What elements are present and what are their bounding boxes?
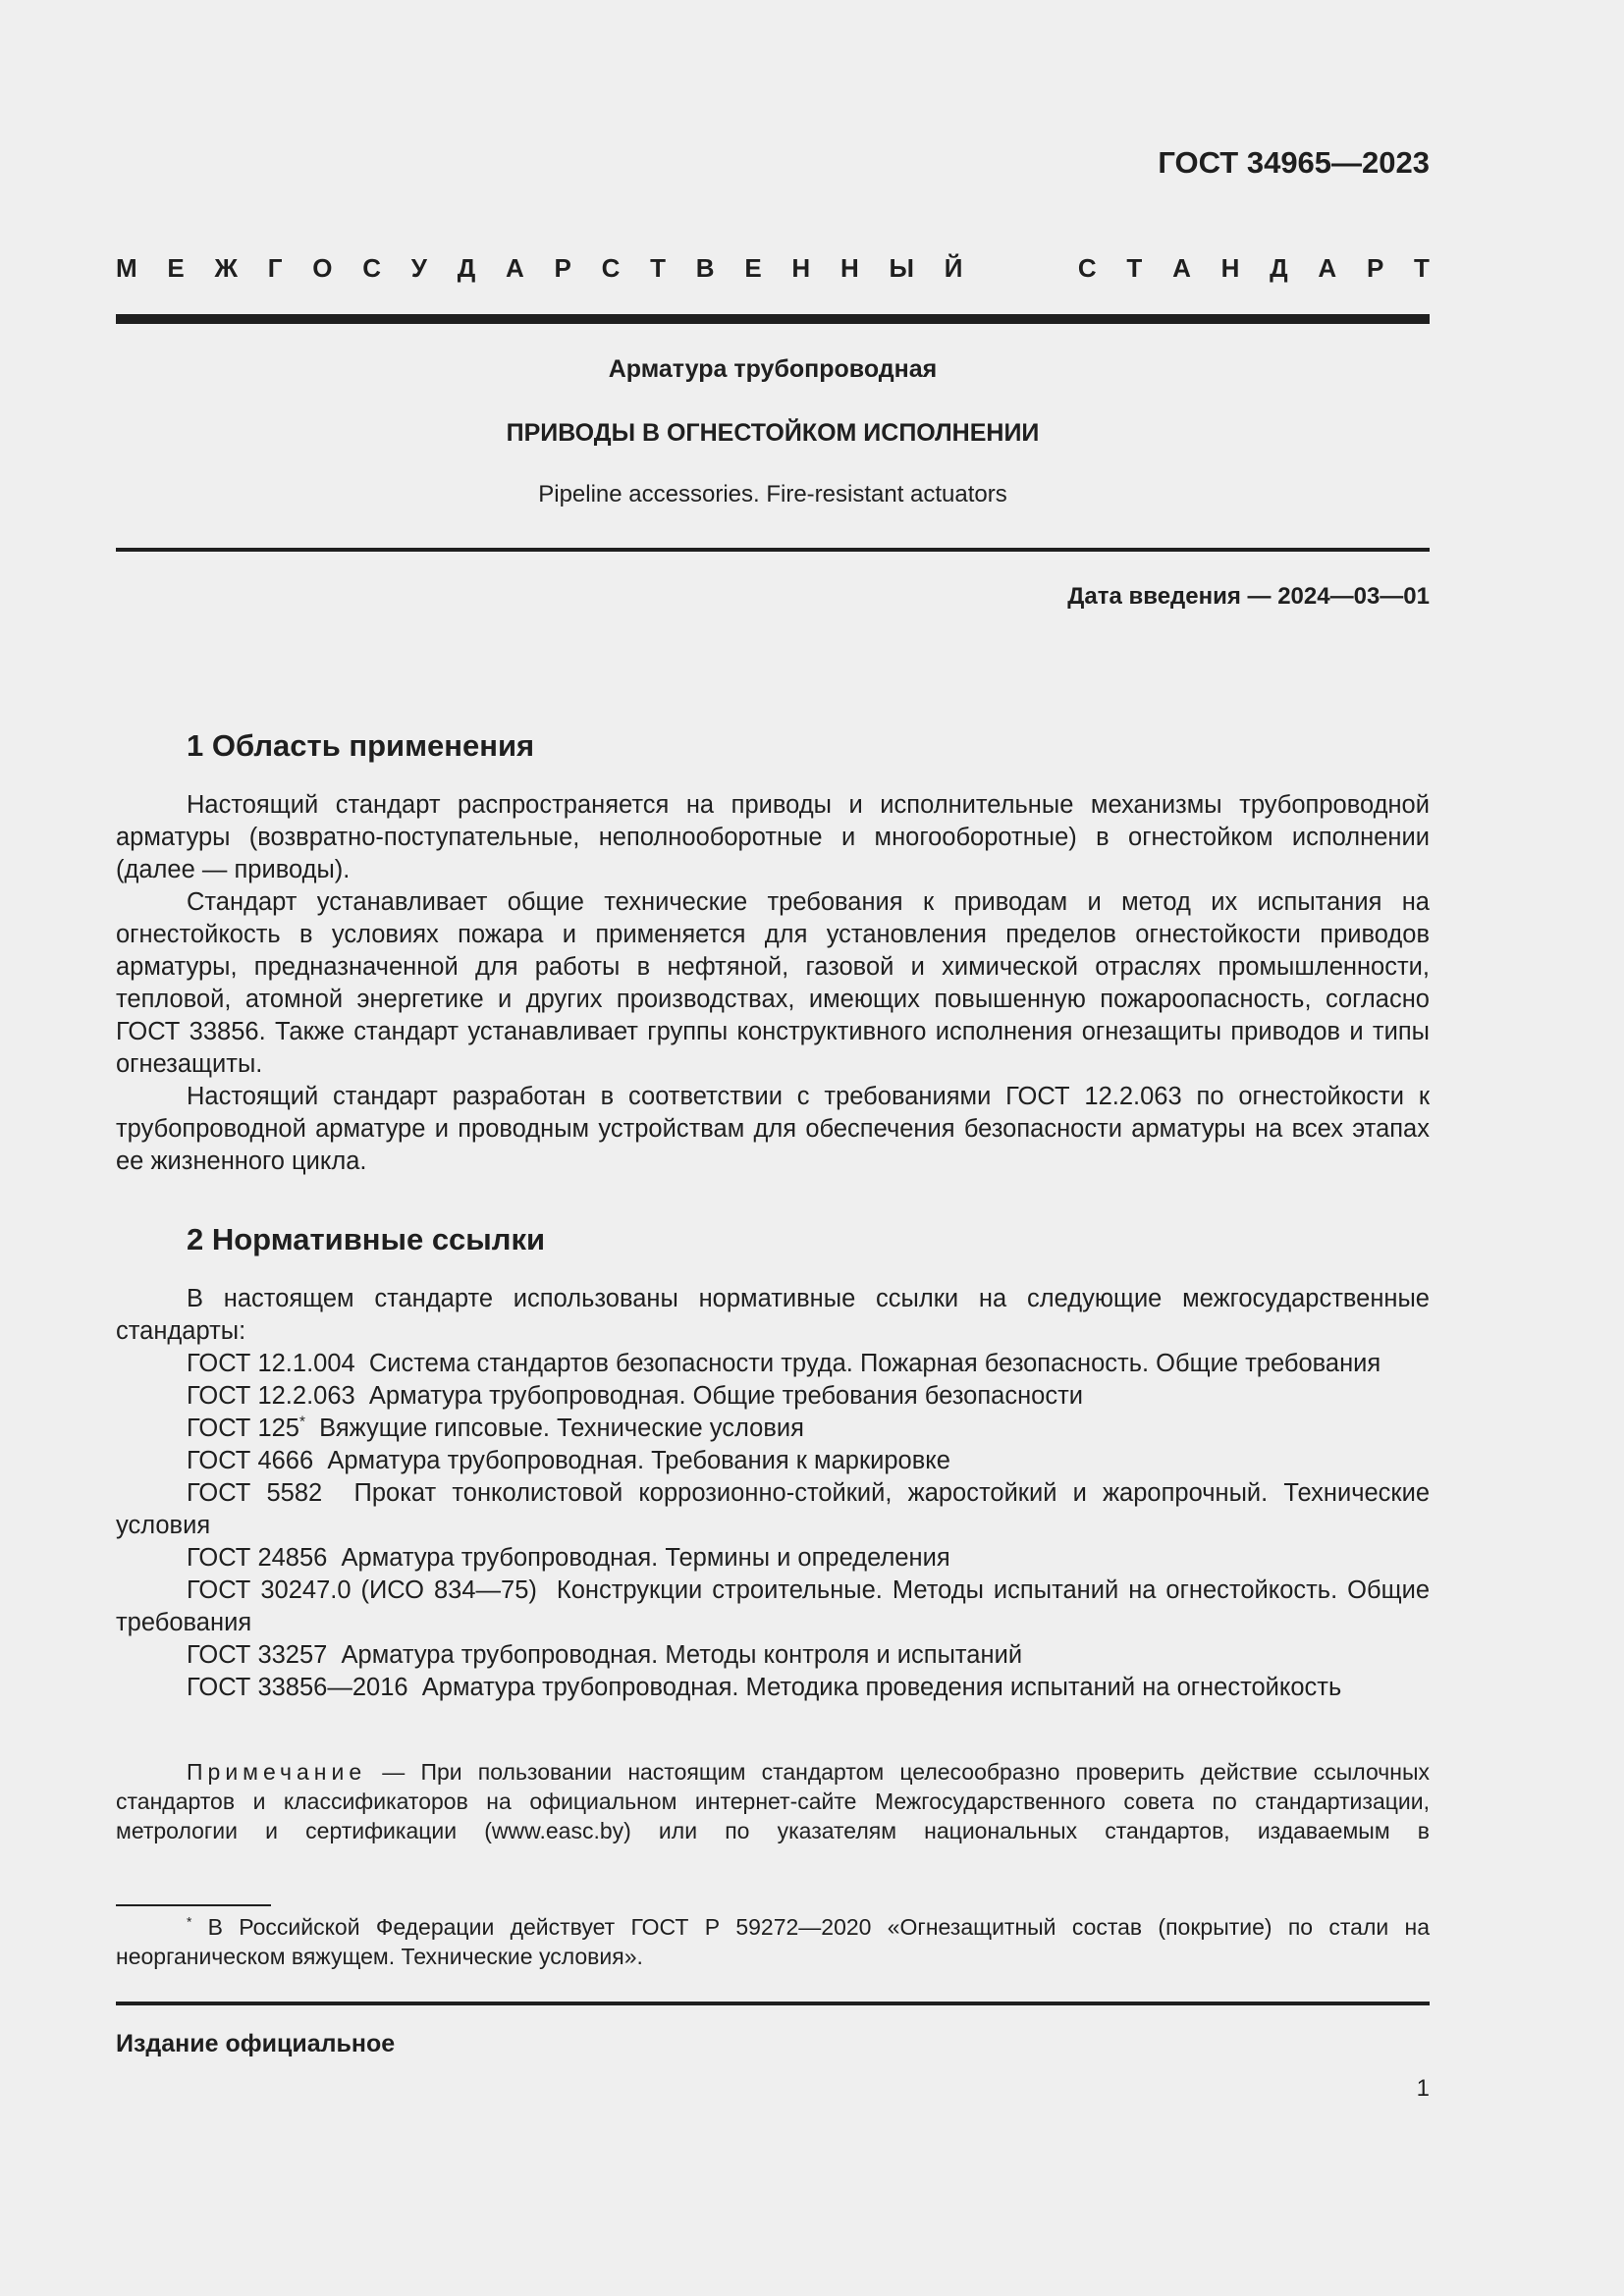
reference-title: Система стандартов безопасности труда. Пожарная безопасность. Общие требования [368,1350,1381,1377]
section-2-heading: 2 Нормативные ссылки [187,1222,546,1256]
banner-letter: С [362,253,382,283]
section-1-paragraph: Стандарт устанавливает общие технические требования к приводам и метод их испытания на огнестойкость в условиях пожара и применяется для установления пределов огнестойкости приводов арматуры, предназначенной для работы в нефтяной, газовой и химической отраслях промышленности, тепловой, атомной энергетике и других производствах, имеющих повышенную пожароопасность, согласно ГОСТ 33856. Также стандарт устанавливает группы конструктивного исполнения огнезащиты приводов и типы огнезащиты. [116,888,1430,1078]
reference-code: ГОСТ 24856 [187,1544,328,1572]
banner-letter: Р [1366,253,1384,283]
reference-item [116,1542,1430,1575]
banner-letter: В [695,253,715,283]
banner-letter: Й [944,253,963,283]
section-1-paragraph: Настоящий стандарт распространяется на приводы и исполнительные механизмы трубопроводной арматуры (возвратно-поступательные, неполнооборотные и многооборотные) в огнестойком исполнении (далее — приводы). [116,791,1430,883]
banner-letter: А [506,253,524,283]
document-title: ПРИВОДЫ В ОГНЕСТОЙКОМ ИСПОЛНЕНИИ [506,419,1040,447]
banner-letter: У [410,253,427,283]
footnote-text: В Российской Федерации действует ГОСТ Р 59272—2020 «Огнезащитный состав (покрытие) по стали на неорганическом вяжущем. Технические условия». [116,1914,1430,1969]
banner-letter: Р [554,253,571,283]
banner-letter: А [1172,253,1191,283]
banner-letter: Н [839,253,859,283]
note [116,1757,1430,1845]
reference-title: Арматура трубопроводная. Требования к маркировке [327,1447,950,1474]
standard-number: ГОСТ 34965—2023 [1158,145,1430,180]
reference-code: ГОСТ 12.2.063 [187,1382,355,1410]
reference-title: Конструкции строительные. Методы испытаний на огнестойкость. Общие требования [116,1576,1430,1636]
page-number: 1 [1416,2075,1430,2102]
footnote-marker: * [187,1914,192,1930]
banner-letter: Ы [889,253,914,283]
banner-letter: А [1318,253,1337,283]
reference-code: ГОСТ 12.1.004 [187,1350,355,1377]
banner-letter: О [312,253,333,283]
reference-code: ГОСТ 5582 [187,1479,323,1507]
reference-item [116,1639,1430,1672]
reference-title: Арматура трубопроводная. Методы контроля и испытаний [341,1641,1023,1669]
banner-letter: Н [791,253,811,283]
banner-letter: Т [1414,253,1430,283]
reference-code: ГОСТ 30247.0 (ИСО 834—75) [187,1576,537,1604]
reference-code: ГОСТ 33856—2016 [187,1674,408,1701]
reference-item [116,1575,1430,1639]
banner-letter: С [1077,253,1097,283]
reference-item [116,1348,1430,1380]
banner-letter: Д [457,253,476,283]
footnote-marker: * [299,1414,305,1431]
banner-letter: Г [267,253,283,283]
reference-list [116,1348,1430,1704]
reference-item [116,1477,1430,1542]
document-title-english: Pipeline accessories. Fire-resistant actuators [538,481,1007,507]
banner-letter: М [116,253,137,283]
note-text: — При пользовании настоящим стандартом целесообразно проверить действие ссылочных стандартов и классификаторов на официальном интернет-сайте Межгосударственного совета по стандартизации, метрологии и сертификации (www.easc.by) или по указателям национальных стандартов, издаваемым в [116,1759,1430,1843]
title-rule [116,548,1430,552]
banner-letter: Е [744,253,762,283]
reference-title: Арматура трубопроводная. Термины и определения [341,1544,950,1572]
footer-rule [116,2002,1430,2005]
reference-title: Арматура трубопроводная. Общие требования безопасности [368,1382,1084,1410]
reference-item [116,1672,1430,1704]
banner-letter: Н [1220,253,1240,283]
banner-letter: Е [167,253,185,283]
reference-code: ГОСТ 4666 [187,1447,314,1474]
footnote-separator [116,1904,271,1906]
reference-code: ГОСТ 125 [187,1415,299,1442]
section-2-intro: В настоящем стандарте использованы нормативные ссылки на следующие межгосударственные стандарты: [116,1285,1430,1345]
reference-title: Арматура трубопроводная. Методика проведения испытаний на огнестойкость [421,1674,1342,1701]
note-label: Примечание [187,1759,367,1785]
section-1-heading: 1 Область применения [187,728,535,763]
interstate-standard-banner [116,253,1430,284]
banner-letter: Д [1270,253,1288,283]
reference-item [116,1445,1430,1477]
section-2-body [116,1283,1430,1704]
banner-letter: Ж [214,253,239,283]
banner-word-gap [993,253,1048,284]
banner-letter: Т [650,253,667,283]
section-1-paragraph: Настоящий стандарт разработан в соответствии с требованиями ГОСТ 12.2.063 по огнестойкости к трубопроводной арматуре и проводным устройствам для обеспечения безопасности арматуры на всех этапах ее жизненного цикла. [116,1083,1430,1175]
header-rule [116,314,1430,324]
section-1-body [116,789,1430,1178]
reference-item [116,1380,1430,1413]
footnote [116,1912,1430,1971]
reference-item [116,1413,1430,1445]
reference-title: Вяжущие гипсовые. Технические условия [319,1415,804,1442]
banner-letter: Т [1126,253,1143,283]
banner-letter: С [601,253,621,283]
introduction-date: Дата введения — 2024—03—01 [1067,583,1430,610]
reference-title: Прокат тонколистовой коррозионно-стойкий, жаростойкий и жаропрочный. Технические условия [116,1479,1431,1539]
document-category: Арматура трубопроводная [608,355,938,383]
official-edition-label: Издание официальное [116,2030,396,2057]
reference-code: ГОСТ 33257 [187,1641,328,1669]
